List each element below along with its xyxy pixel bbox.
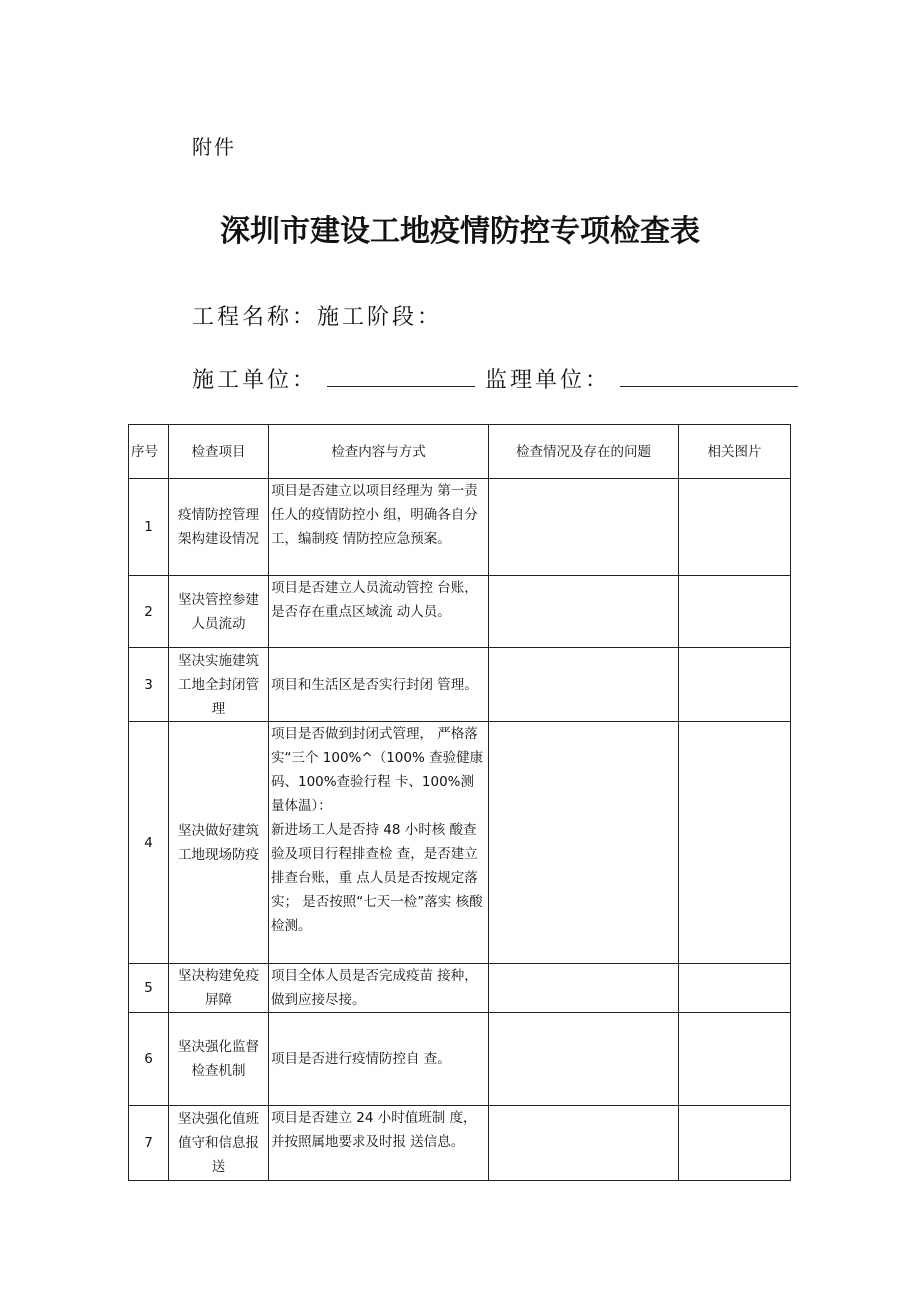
row-number: 1 [129, 479, 169, 576]
row-item: 坚决强化值班值守和信息报送 [169, 1106, 269, 1181]
row-content: 项目是否建立 24 小时值班制 度，并按照属地要求及时报 送信息。 [269, 1106, 489, 1181]
header-check-item: 检查项目 [169, 425, 269, 479]
row-content: 项目是否建立以项目经理为 第一责任人的疫情防控小 组，明确各自分工，编制疫 情防控应急预案。 [269, 479, 489, 576]
table-header-row [129, 425, 791, 479]
row-item: 坚决实施建筑工地全封闭管理 [169, 648, 269, 722]
row-photos [679, 722, 791, 964]
row-number: 6 [129, 1013, 169, 1106]
row-item: 坚决管控参建人员流动 [169, 576, 269, 648]
table-row [129, 479, 791, 576]
row-number: 7 [129, 1106, 169, 1181]
table-row [129, 722, 791, 964]
row-photos [679, 1106, 791, 1181]
row-issues [489, 1013, 679, 1106]
row-issues [489, 648, 679, 722]
row-issues [489, 964, 679, 1013]
row-number: 5 [129, 964, 169, 1013]
header-photos: 相关图片 [679, 425, 791, 479]
supervision-unit-label: 监理单位： [485, 368, 611, 393]
row-item: 坚决做好建筑工地现场防疫 [169, 722, 269, 964]
row-photos [679, 479, 791, 576]
row-content: 项目是否进行疫情防控自 查。 [269, 1013, 489, 1106]
row-issues [489, 722, 679, 964]
row-item: 坚决构建免疫屏障 [169, 964, 269, 1013]
row-number: 2 [129, 576, 169, 648]
row-issues [489, 1106, 679, 1181]
inspection-table [128, 424, 791, 1181]
header-check-issues: 检查情况及存在的问题 [489, 425, 679, 479]
row-photos [679, 964, 791, 1013]
attachment-label: 附件 [192, 135, 236, 159]
row-issues [489, 479, 679, 576]
row-issues [489, 576, 679, 648]
unit-info-line [192, 363, 798, 394]
construction-unit-blank [327, 364, 475, 387]
table-row [129, 1106, 791, 1181]
row-item: 疫情防控管理架构建设情况 [169, 479, 269, 576]
row-content: 项目和生活区是否实行封闭 管理。 [269, 648, 489, 722]
table-row [129, 576, 791, 648]
row-content: 项目全体人员是否完成疫苗 接种，做到应接尽接。 [269, 964, 489, 1013]
construction-unit-label: 施工单位： [192, 368, 318, 393]
header-serial: 序号 [129, 425, 169, 479]
table-row [129, 1013, 791, 1106]
page-title: 深圳市建设工地疫情防控专项检查表 [220, 214, 700, 249]
row-photos [679, 648, 791, 722]
table-row [129, 964, 791, 1013]
row-photos [679, 576, 791, 648]
row-number: 4 [129, 722, 169, 964]
row-number: 3 [129, 648, 169, 722]
header-check-content: 检查内容与方式 [269, 425, 489, 479]
supervision-unit-blank [620, 364, 798, 387]
row-content: 项目是否做到封闭式管理， 严格落实“三个 100%^（100% 查验健康码、100%查验行程 卡、100%测量体温）： 新进场工人是否持 48 小时核 酸查验及项目行程排查检 查，是否建立排查台账，重 点人员是否按规定落实； 是否按照“七天一检”落实 核酸检测。 [269, 722, 489, 964]
row-item: 坚决强化监督检查机制 [169, 1013, 269, 1106]
project-info-line: 工程名称：施工阶段： [192, 305, 443, 330]
table-row [129, 648, 791, 722]
row-photos [679, 1013, 791, 1106]
row-content: 项目是否建立人员流动管控 台账，是否存在重点区域流 动人员。 [269, 576, 489, 648]
